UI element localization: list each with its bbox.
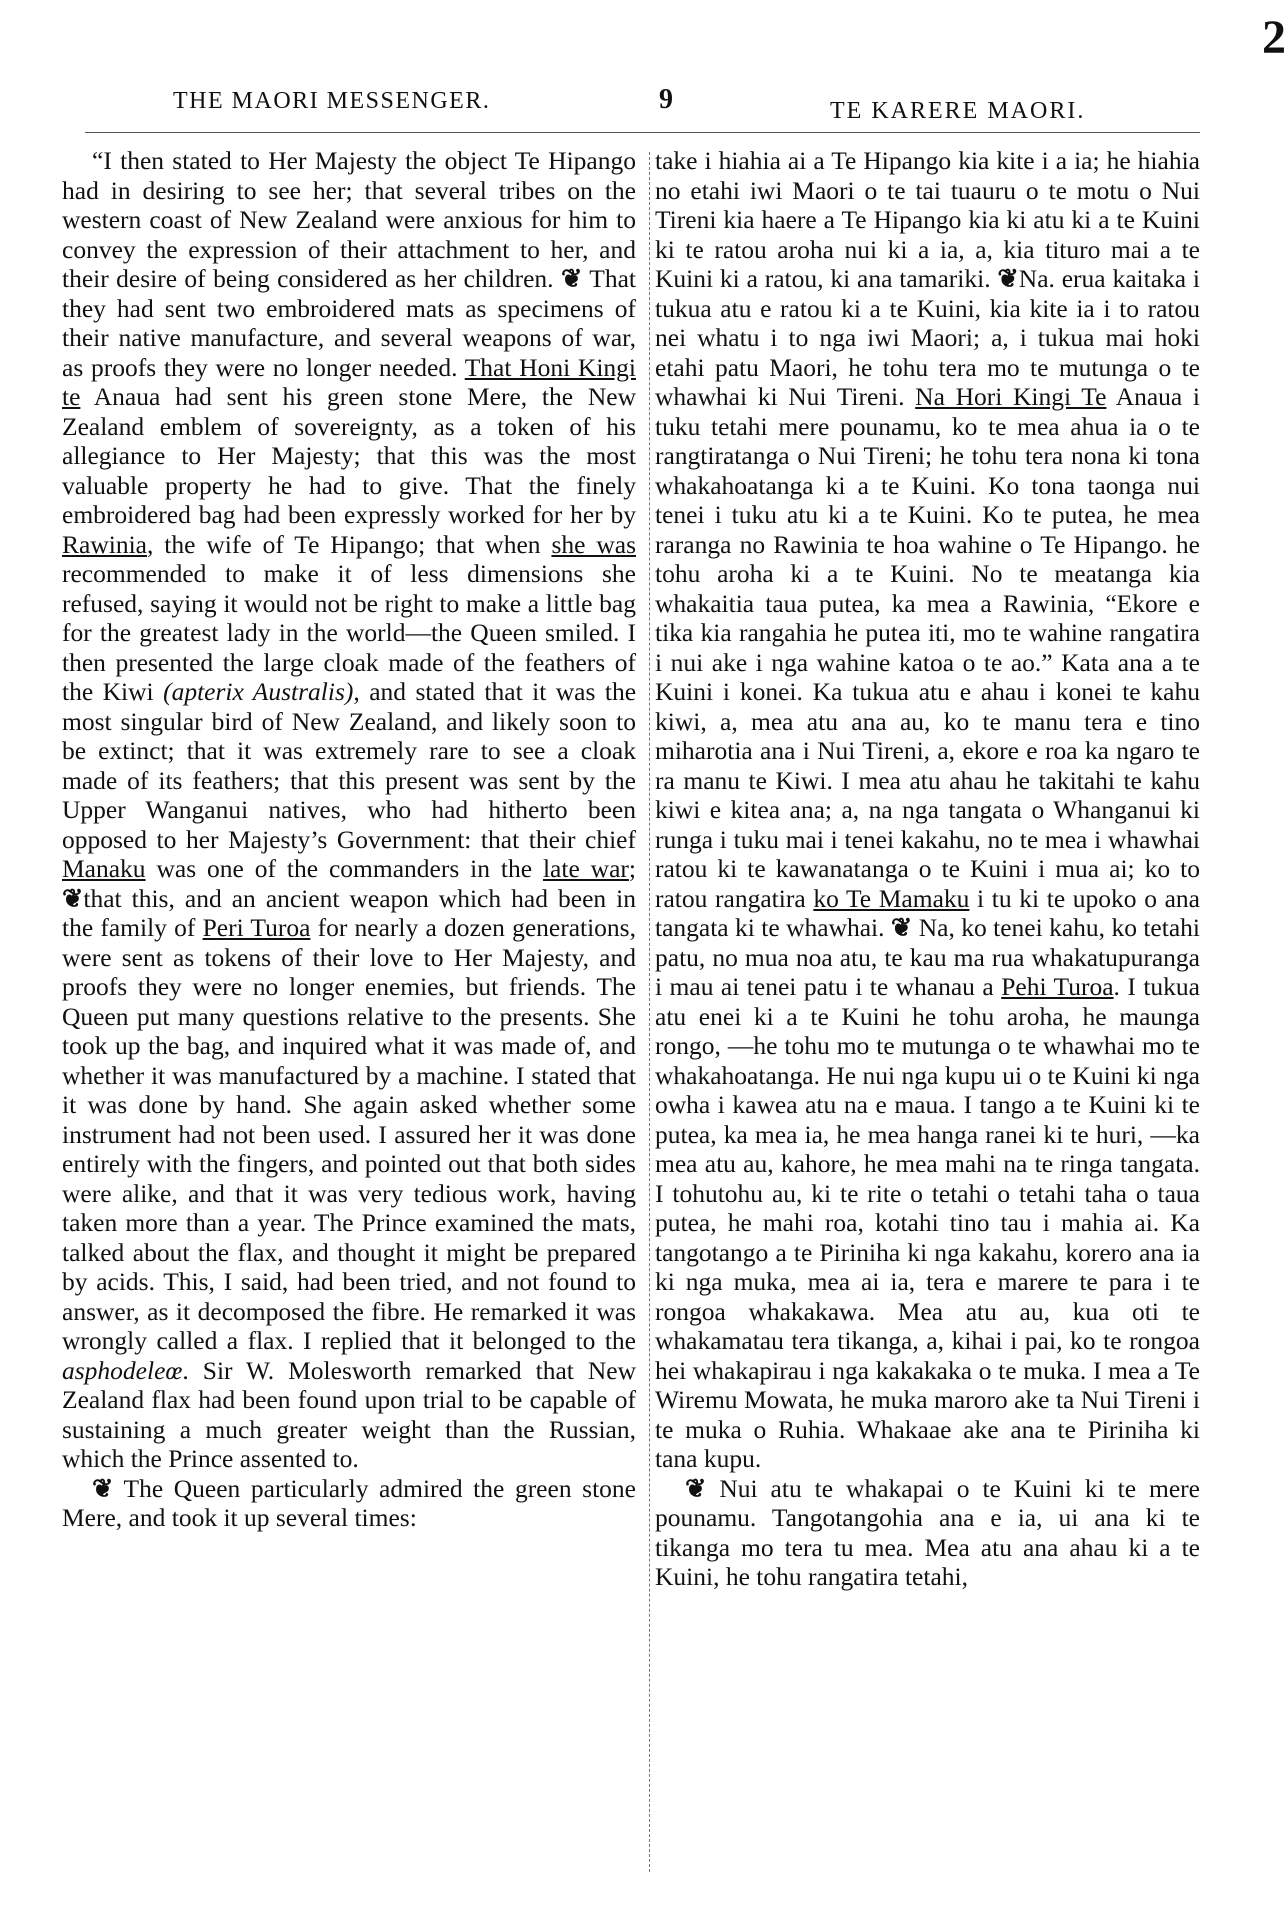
fleuron-mark: ❦ bbox=[890, 913, 913, 942]
italic-latin-name: asphodeleœ bbox=[62, 1355, 183, 1385]
maori-paragraph-2: ❦ Nui atu te whakapai o te Kuini ki te mere pounamu. Tangotangohia ana e ia, ui ana ki te tikanga mo tera tu mea. Mea atu ana ahau ki a te Kuini, he tohu rangatira tetahi, bbox=[655, 1473, 1200, 1591]
page-number: 9 bbox=[659, 84, 673, 115]
header-rule bbox=[85, 132, 1200, 133]
fleuron-mark: ❦ bbox=[997, 264, 1019, 293]
fleuron-mark: ❦ bbox=[92, 1473, 114, 1503]
underlined-name: Na Hori Kingi Te bbox=[915, 382, 1107, 411]
underlined-name: Peri Turoa bbox=[202, 913, 311, 942]
english-column bbox=[62, 146, 636, 1533]
corner-page-mark: 2 bbox=[1262, 11, 1286, 64]
english-masthead-title: THE MAORI MESSENGER. bbox=[173, 88, 491, 114]
underlined-name: That Honi Kingi te bbox=[62, 352, 636, 411]
column-divider bbox=[649, 152, 650, 1872]
maori-paragraph-1: take i hiahia ai a Te Hipango kia kite i a ia; he hiahia no etahi iwi Maori o te tai tuauru o te motu o Nui Tireni kia haere a Te Hipango kia ki atu ki a te Kuini ki te ratou aroha nui ki a ia, a, kia tituro mai a te Kuini ki a ratou, ki ana tamariki. ❦Na. erua kaitaka i tukua atu e ratou ki a te Kuini, kia kite ia i to ratou nei whatu i to nga iwi Maori; a, i tukua mai hoki etahi patu Maori, he tohu tera mo te mutunga o te whawhai ki Nui Tireni. Na Hori Kingi Te Anaua i tuku tetahi mere pounamu, ko te mea ahua ia o te rangtiratanga o Nui Tireni; he tohu tera nona ki tona whakahoatanga ki a te Kuini. Ko tona taonga nui tenei i tuku atu ki a te Kuini. Ko te putea, he mea raranga no Rawinia te hoa wahine o Te Hipango. he tohu aroha ki a te Kuini. No te meatanga kia whakaitia taua putea, ka mea a Rawinia, “Ekore e tika kia rangahia he putea iti, mo te wahine rangatira i nui ake i nga wahine katoa o te ao.” Kata ana a te Kuini i konei. Ka tukua atu e ahau i konei te kahu kiwi, a, mea atu ana au, ko te manu tera e tino miharotia ana i Nui Tireni, a, ekore e roa ka ngaro te ra manu te Kiwi. I mea atu ahau he takitahi te kahu kiwi e kitea ana; a, na nga tangata o Whanganui ki runga i tuku mai i tenei kakahu, no te mea i whawhai ratou ki te kawanatanga o te Kuini i mua ai; ko to ratou rangatira ko Te Mamaku i tu ki te upoko o ana tangata ki te whawhai. ❦ Na, ko tenei kahu, ko tetahi patu, no mua noa atu, te kau ma rua whakatupuranga i mau ai tenei patu i te whanau a Pehi Turoa. I tukua atu enei ki a te Kuini he tohu aroha, he maunga rongo, —he tohu mo te mutunga o te whawhai mo te whakahoatanga. He nui nga kupu ui o te Kuini ki nga owha i kawea atu na e maua. I tango a te Kuini ki te putea, ka mea ia, he mea hanga ranei ki te huri, —ka mea atu au, kahore, he mea mahi na te ringa tangata. I tohutohu au, ki te rite o tetahi o tetahi taha o taua putea, he mahi roa, kotahi tino tau i mahia ai. Ka tangotango a te Piriniha ki nga kakahu, korero ana ia ki nga muka, mea ai ia, tera e marere te para i te rongoa whakakawa. Mea atu au, kua oti te whakamatau tera tikanga, a, kihai i pai, ko te rongoa hei whakapirau i nga kakakaka o te muka. I mea a Te Wiremu Mowata, he muka maroro ake ta Nui Tireni i te muka o Ruhia. Whakaae ake ana te Piriniha ki tana kupu. bbox=[655, 146, 1201, 1473]
underlined-name: ko Te Mamaku bbox=[813, 883, 970, 913]
english-paragraph-2: ❦ The Queen particularly admired the green stone Mere, and took it up several times: bbox=[62, 1473, 636, 1532]
underlined-name: Rawinia bbox=[62, 529, 147, 559]
fleuron-mark: ❦ bbox=[560, 264, 583, 293]
italic-latin-name: (apterix Australis) bbox=[163, 677, 354, 706]
maori-column bbox=[655, 146, 1200, 1592]
underlined-text: late war bbox=[542, 854, 629, 883]
underlined-name: Manaku bbox=[62, 854, 146, 883]
underlined-name: Pehi Turoa bbox=[1001, 972, 1114, 1001]
maori-masthead-title: TE KARERE MAORI. bbox=[830, 98, 1086, 124]
english-paragraph-1: “I then stated to Her Majesty the object Te Hipango had in desiring to see her; that several tribes on the western coast of New Zealand were anxious for him to convey the expression of their attachment to her, and their desire of being considered as her children. ❦ That they had sent two embroidered mats as specimens of their native manufacture, and several weapons of war, as proofs they were no longer needed. That Honi Kingi te Anaua had sent his green stone Mere, the New Zealand emblem of sovereignty, as a token of his allegiance to Her Majesty; that this was the most valuable property he had to give. That the finely embroidered bag had been expressly worked for her by Rawinia, the wife of Te Hipango; that when she was recommended to make it of less dimensions she refused, saying it would not be right to make a little bag for the greatest lady in the world—the Queen smiled. I then presented the large cloak made of the feathers of the Kiwi (apterix Australis), and stated that it was the most singular bird of New Zealand, and likely soon to be extinct; that it was extremely rare to see a cloak made of its feathers; that this present was sent by the Upper Wanganui natives, who had hitherto been opposed to her Majesty’s Government: that their chief Manaku was one of the commanders in the late war; ❦that this, and an ancient weapon which had been in the family of Peri Turoa for nearly a dozen generations, were sent as tokens of their love to Her Majesty, and proofs they were no longer enemies, but friends. The Queen put many questions relative to the presents. She took up the bag, and inquired what it was made of, and whether it was manufactured by a machine. I stated that it was done by hand. She again asked whether some instrument had not been used. I assured her it was done entirely with the fingers, and pointed out that both sides were alike, and that it was very tedious work, having taken more than a year. The Prince examined the mats, talked about the flax, and thought it might be prepared by acids. This, I said, had been tried, and not found to answer, as it decomposed the fibre. He remarked it was wrongly called a flax. I replied that it belonged to the asphodeleœ. Sir W. Molesworth remarked that New Zealand flax had been found upon trial to be capable of sustaining a much greater weight than the Russian, which the Prince assented to. bbox=[62, 146, 637, 1473]
page-header bbox=[0, 84, 1280, 128]
fleuron-mark: ❦ bbox=[685, 1473, 707, 1503]
underlined-text: she was bbox=[551, 529, 637, 559]
fleuron-mark: ❦ bbox=[62, 883, 84, 913]
